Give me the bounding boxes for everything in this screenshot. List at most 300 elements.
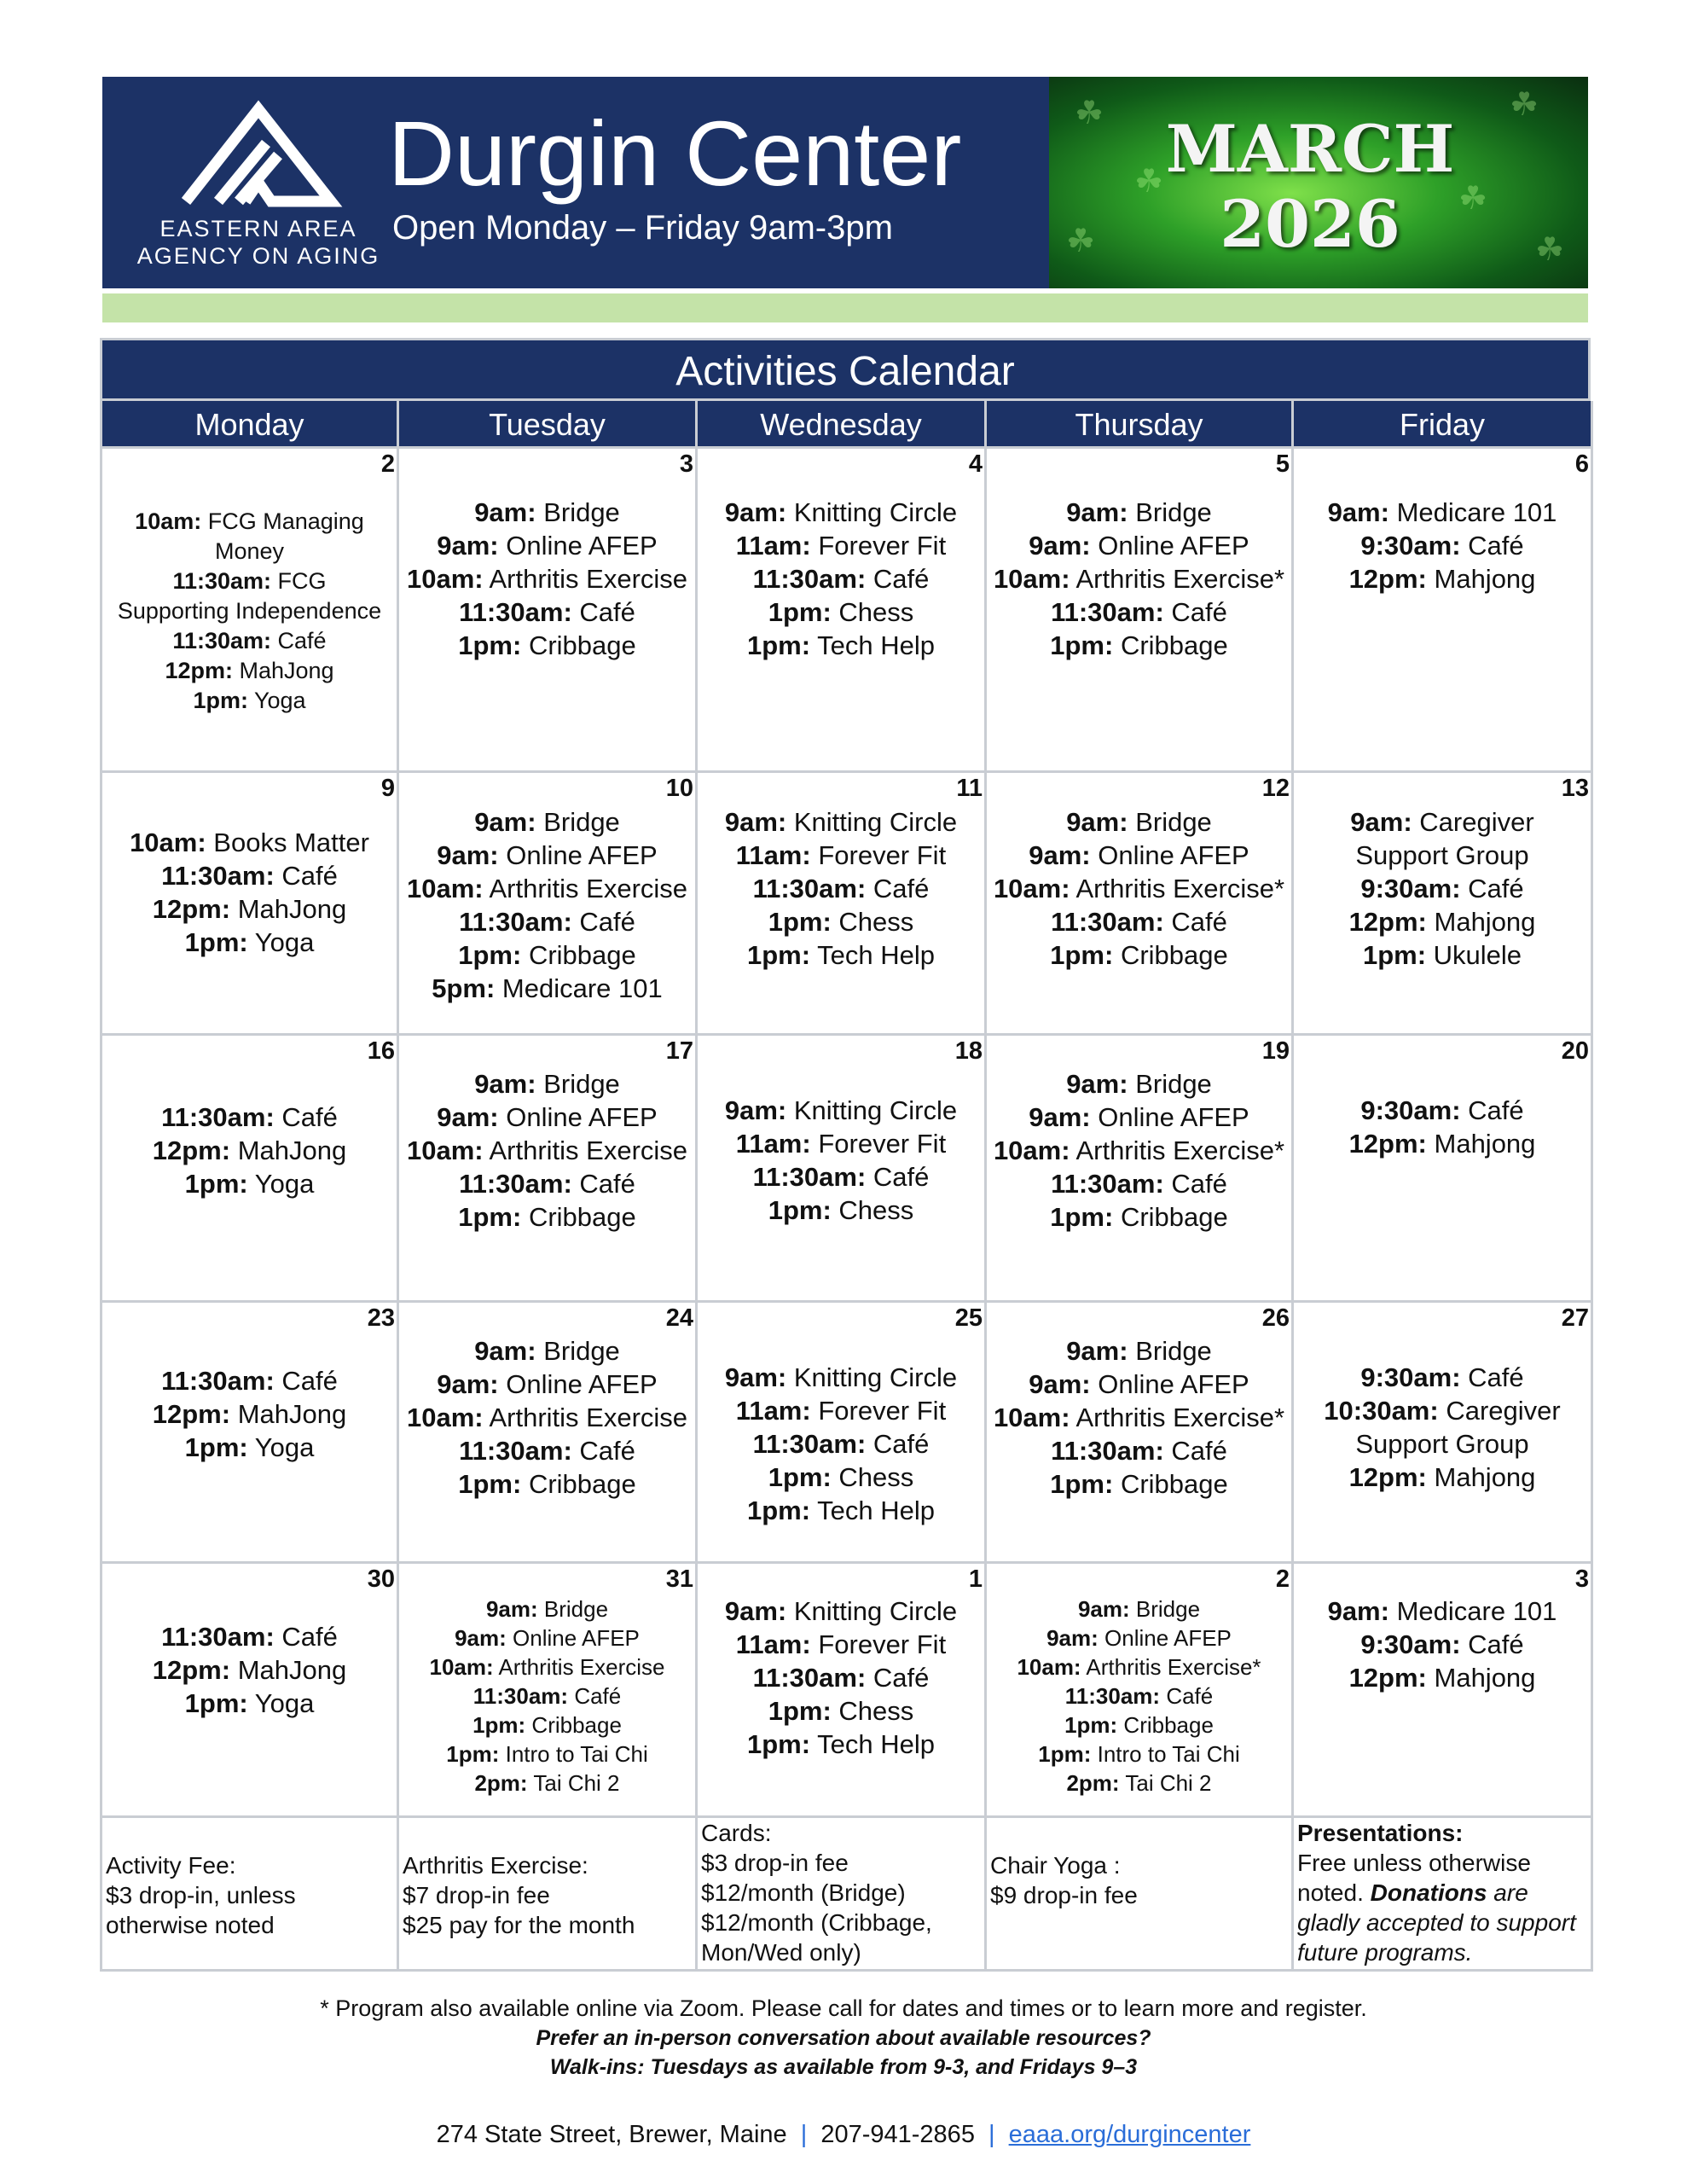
event-title: Café — [281, 1622, 338, 1652]
event-time: 11:30am: — [1051, 907, 1164, 937]
day-number: 17 — [665, 1037, 693, 1065]
event-item — [698, 1127, 984, 1160]
event-item — [399, 1434, 695, 1467]
event-title: Arthritis Exercise — [489, 564, 688, 594]
event-item — [399, 905, 695, 938]
fee-line: Arthritis Exercise: — [403, 1852, 588, 1879]
event-title: Café — [1468, 874, 1524, 903]
event-title: Tech Help — [817, 630, 935, 660]
day-number: 2 — [1275, 1565, 1290, 1593]
event-title: Bridge — [543, 497, 620, 527]
event-time: 9am: — [1327, 497, 1389, 527]
day-cell — [1294, 449, 1593, 773]
event-time: 11am: — [735, 531, 811, 561]
day-cell — [399, 449, 698, 773]
event-title: MahJong — [239, 658, 334, 683]
fee-line: $12/month (Bridge) — [701, 1879, 906, 1906]
event-title: Forever Fit — [818, 840, 947, 870]
event-title: Yoga — [254, 1688, 315, 1718]
event-title: Money — [214, 538, 285, 564]
event-time: 11:30am: — [161, 1622, 275, 1652]
event-list — [102, 1364, 397, 1464]
event-time: 11:30am: — [1064, 1683, 1161, 1709]
event-title: Chess — [838, 597, 914, 627]
event-time: 11am: — [735, 1396, 811, 1426]
event-time: 11:30am: — [752, 1429, 867, 1459]
event-item — [987, 1467, 1291, 1501]
day-number: 27 — [1561, 1304, 1589, 1332]
event-time: 12pm: — [1348, 564, 1427, 594]
event-title: Café — [1171, 1436, 1227, 1466]
event-title: Knitting Circle — [793, 1596, 958, 1626]
event-title: Supporting Independence — [117, 598, 382, 624]
fee-line: Chair Yoga : — [990, 1852, 1121, 1879]
day-header-friday: Friday — [1294, 401, 1593, 449]
event-title: Online AFEP — [1098, 840, 1249, 870]
event-title: Mahjong — [1434, 1462, 1536, 1492]
day-number: 5 — [1275, 450, 1290, 478]
event-item — [698, 1094, 984, 1127]
event-item — [1294, 938, 1591, 972]
event-item — [698, 1427, 984, 1461]
event-item — [102, 686, 397, 716]
event-time: 9am: — [474, 807, 536, 837]
event-item — [399, 1134, 695, 1167]
event-title: Arthritis Exercise — [489, 874, 688, 903]
event-list — [102, 1620, 397, 1720]
event-time: 2pm: — [1066, 1770, 1120, 1796]
event-time: 1pm: — [446, 1741, 500, 1767]
event-item — [698, 1361, 984, 1394]
event-title: Cribbage — [1120, 940, 1228, 970]
event-time: 9am: — [1066, 1069, 1128, 1099]
event-item — [987, 839, 1291, 872]
day-cell — [987, 449, 1294, 773]
event-time: 11am: — [735, 1129, 811, 1159]
event-title: Online AFEP — [506, 1102, 658, 1132]
event-time: 1pm: — [184, 1169, 248, 1199]
event-item — [1294, 905, 1591, 938]
event-time: 9am: — [437, 531, 499, 561]
event-item — [698, 1394, 984, 1427]
event-title: Forever Fit — [818, 1629, 947, 1659]
fee-cell — [1294, 1818, 1593, 1972]
event-item — [987, 1623, 1291, 1653]
event-time: 11:30am: — [1051, 1436, 1164, 1466]
event-time: 9am: — [1029, 531, 1091, 561]
event-item — [698, 1461, 984, 1494]
event-item — [1294, 496, 1591, 529]
event-item — [698, 839, 984, 872]
event-time: 12pm: — [152, 1655, 231, 1685]
event-item — [399, 1067, 695, 1101]
event-item — [399, 1101, 695, 1134]
event-title: Arthritis Exercise — [489, 1136, 688, 1165]
event-time: 9am: — [1066, 497, 1128, 527]
event-list — [698, 1361, 984, 1527]
day-cell — [1294, 773, 1593, 1036]
event-item — [987, 562, 1291, 595]
day-header-wednesday: Wednesday — [698, 401, 987, 449]
day-cell — [987, 773, 1294, 1036]
fee-line: $25 pay for the month — [403, 1912, 635, 1938]
event-title: Support Group — [1355, 1429, 1529, 1459]
fee-line: noted. Donations are — [1297, 1879, 1528, 1906]
event-time: 9am: — [474, 1336, 536, 1366]
fee-line: future programs. — [1297, 1939, 1473, 1966]
event-list — [698, 1094, 984, 1227]
day-number: 19 — [1261, 1037, 1290, 1065]
fee-cell — [698, 1818, 987, 1972]
event-title: Arthritis Exercise — [498, 1654, 665, 1680]
event-item — [698, 1194, 984, 1227]
event-title: Online AFEP — [506, 840, 658, 870]
day-cell — [399, 773, 698, 1036]
event-time: 9am: — [1350, 807, 1412, 837]
day-number: 3 — [1574, 1565, 1589, 1593]
event-list — [698, 1594, 984, 1761]
event-item — [987, 1653, 1291, 1682]
event-item — [102, 1620, 397, 1653]
event-item — [1294, 1361, 1591, 1394]
event-item — [698, 938, 984, 972]
event-title: Mahjong — [1434, 907, 1536, 937]
event-time: 1pm: — [747, 1496, 811, 1525]
event-item — [987, 1740, 1291, 1769]
fee-line: $12/month (Cribbage, — [701, 1909, 932, 1936]
event-time: 1pm: — [184, 1432, 248, 1462]
event-title: Café — [872, 564, 930, 594]
event-item — [1294, 1461, 1591, 1494]
event-item — [102, 1167, 397, 1200]
day-cell — [987, 1303, 1294, 1564]
event-time: 1pm: — [472, 1712, 526, 1738]
event-list — [102, 1101, 397, 1200]
event-title: Café — [281, 1366, 338, 1396]
event-item — [1294, 1628, 1591, 1661]
agency-name — [118, 215, 399, 270]
shamrock-icon: ☘ — [1510, 87, 1539, 123]
event-time: 9:30am: — [1360, 531, 1461, 561]
event-time: 1pm: — [747, 1729, 811, 1759]
month-banner — [1049, 77, 1588, 288]
event-title: Cribbage — [531, 1712, 622, 1738]
event-time: 11:30am: — [752, 1162, 867, 1192]
event-item — [987, 529, 1291, 562]
day-cell — [102, 1036, 399, 1303]
day-cell — [698, 449, 987, 773]
event-time: 10am: — [1017, 1654, 1081, 1680]
event-item — [102, 1687, 397, 1720]
day-header-monday: Monday — [102, 401, 399, 449]
event-item — [399, 529, 695, 562]
event-time: 11:30am: — [459, 907, 572, 937]
event-title: Café — [281, 861, 338, 891]
event-title: Arthritis Exercise* — [1075, 564, 1285, 594]
event-title: Café — [579, 907, 635, 937]
event-item — [698, 1160, 984, 1194]
event-title: Medicare 101 — [1396, 497, 1557, 527]
event-title: Mahjong — [1434, 564, 1536, 594]
day-cell — [1294, 1036, 1593, 1303]
day-cell — [1294, 1303, 1593, 1564]
event-item — [698, 1494, 984, 1527]
event-time: 9:30am: — [1360, 1095, 1461, 1125]
event-list — [698, 496, 984, 662]
event-title: MahJong — [237, 894, 347, 924]
event-time: 12pm: — [1348, 1462, 1427, 1492]
event-item — [102, 1364, 397, 1397]
event-time: 10am: — [130, 828, 206, 857]
event-title: Café — [872, 1162, 930, 1192]
event-time: 9am: — [724, 1596, 787, 1626]
event-list — [1294, 1361, 1591, 1494]
event-title: Café — [1468, 1362, 1524, 1392]
event-time: 11:30am: — [472, 1683, 569, 1709]
event-title: Tech Help — [817, 940, 935, 970]
event-item — [987, 1682, 1291, 1711]
event-time: 10am: — [406, 1403, 484, 1432]
event-title: Bridge — [1135, 1336, 1212, 1366]
event-title: Chess — [838, 1696, 914, 1726]
event-title: Café — [277, 628, 327, 653]
fee-line: $3 drop-in, unless — [106, 1882, 296, 1908]
day-number: 11 — [956, 775, 983, 802]
event-title: Bridge — [543, 1069, 620, 1099]
event-item — [399, 629, 695, 662]
event-item — [1294, 805, 1591, 839]
day-cell — [102, 1564, 399, 1818]
event-title: Bridge — [543, 807, 620, 837]
fee-line: Activity Fee: — [106, 1852, 236, 1879]
center-hours: Open Monday – Friday 9am-3pm — [392, 209, 893, 247]
event-list — [698, 805, 984, 972]
banner-month: MARCH — [1165, 111, 1455, 187]
event-time: 1pm: — [458, 940, 522, 970]
event-item — [698, 595, 984, 629]
event-time: 11:30am: — [1051, 597, 1164, 627]
event-time: 11:30am: — [172, 628, 272, 653]
event-time: 11:30am: — [752, 1663, 867, 1693]
event-time: 10am: — [993, 1403, 1070, 1432]
event-time: 2pm: — [474, 1770, 528, 1796]
in-person-note: Prefer an in-person conversation about available resources? — [536, 2026, 1151, 2050]
event-time: 10am: — [406, 564, 484, 594]
event-item — [698, 872, 984, 905]
event-item — [987, 1101, 1291, 1134]
event-item — [1294, 872, 1591, 905]
event-time: 11:30am: — [752, 874, 867, 903]
event-item — [399, 1368, 695, 1401]
event-item — [698, 529, 984, 562]
banner-year: 2026 — [1220, 186, 1400, 262]
header-banner — [102, 77, 1588, 288]
event-time: 9am: — [1066, 807, 1128, 837]
event-time: 11:30am: — [161, 1366, 275, 1396]
event-time: 11am: — [735, 840, 811, 870]
event-time: 11:30am: — [161, 861, 275, 891]
day-cell — [698, 1303, 987, 1564]
event-title: Forever Fit — [818, 531, 947, 561]
event-title: Forever Fit — [818, 1396, 947, 1426]
event-item — [987, 1368, 1291, 1401]
phone-number: 207-941-2865 — [820, 2121, 975, 2148]
event-time: 11:30am: — [752, 564, 867, 594]
event-title: Cribbage — [1123, 1712, 1214, 1738]
day-cell — [102, 1303, 399, 1564]
event-list — [987, 805, 1291, 972]
event-list — [987, 496, 1291, 662]
day-cell — [399, 1564, 698, 1818]
contact-footer — [0, 2121, 1687, 2149]
event-title: Bridge — [1135, 497, 1212, 527]
event-title: Knitting Circle — [793, 1362, 958, 1392]
event-title: Knitting Circle — [793, 1095, 958, 1125]
fee-line: $9 drop-in fee — [990, 1882, 1138, 1908]
fee-line: Cards: — [701, 1820, 772, 1846]
event-list — [399, 805, 695, 1005]
day-number: 10 — [665, 775, 693, 802]
day-number: 6 — [1574, 450, 1589, 478]
separator: | — [800, 2121, 808, 2148]
event-list — [399, 1334, 695, 1501]
event-item — [102, 1397, 397, 1431]
event-item — [102, 507, 397, 537]
event-title: Café — [579, 597, 635, 627]
event-time: 12pm: — [1348, 1663, 1427, 1693]
shamrock-icon: ☘ — [1535, 232, 1565, 268]
event-title: Yoga — [254, 1169, 315, 1199]
event-list — [399, 1067, 695, 1234]
event-time: 9am: — [437, 840, 499, 870]
agency-logo-icon — [177, 99, 348, 210]
event-title: Intro to Tai Chi — [1097, 1741, 1240, 1767]
day-cell — [987, 1564, 1294, 1818]
event-title: Knitting Circle — [793, 807, 958, 837]
day-cell — [1294, 1564, 1593, 1818]
event-time: 1pm: — [193, 688, 248, 713]
day-cell — [987, 1036, 1294, 1303]
event-title: Cribbage — [528, 1202, 636, 1232]
event-item — [399, 1167, 695, 1200]
event-item — [102, 859, 397, 892]
event-item — [1294, 1394, 1591, 1427]
event-title: Cribbage — [1120, 630, 1228, 660]
day-number: 31 — [665, 1565, 693, 1593]
event-title: Café — [1171, 1169, 1227, 1199]
day-number: 12 — [1261, 775, 1290, 802]
shamrock-icon: ☘ — [1075, 96, 1104, 131]
event-title: Yoga — [253, 688, 306, 713]
event-title: MahJong — [237, 1136, 347, 1165]
event-item — [102, 1101, 397, 1134]
event-item — [102, 537, 397, 566]
day-number: 1 — [968, 1565, 983, 1593]
event-title: Forever Fit — [818, 1129, 947, 1159]
event-list — [1294, 1594, 1591, 1694]
event-item — [399, 839, 695, 872]
event-item — [102, 1653, 397, 1687]
event-title: Caregiver — [1419, 807, 1534, 837]
event-title: Chess — [838, 907, 914, 937]
event-time: 1pm: — [768, 1462, 832, 1492]
event-time: 9am: — [474, 1069, 536, 1099]
event-title: Arthritis Exercise* — [1075, 1136, 1285, 1165]
event-item — [987, 1434, 1291, 1467]
event-time: 9am: — [1029, 1369, 1091, 1399]
event-item — [1294, 1594, 1591, 1628]
event-title: Support Group — [1355, 840, 1529, 870]
event-list — [987, 1067, 1291, 1234]
shamrock-icon: ☘ — [1134, 164, 1164, 200]
event-title: Online AFEP — [506, 1369, 658, 1399]
event-title: Café — [1468, 1095, 1524, 1125]
day-number: 3 — [679, 450, 693, 478]
fee-line: otherwise noted — [106, 1912, 275, 1938]
event-list — [987, 1334, 1291, 1501]
event-item — [102, 926, 397, 959]
event-item — [987, 595, 1291, 629]
day-cell — [399, 1036, 698, 1303]
event-time: 9am: — [455, 1625, 507, 1651]
event-title: Café — [1171, 597, 1227, 627]
event-item — [399, 1467, 695, 1501]
event-title: Online AFEP — [1098, 1369, 1249, 1399]
event-time: 1pm: — [747, 630, 811, 660]
event-item — [102, 656, 397, 686]
event-item — [399, 1334, 695, 1368]
event-time: 12pm: — [152, 1136, 231, 1165]
calendar-title: Activities Calendar — [100, 338, 1591, 401]
event-item — [399, 1769, 695, 1798]
agency-line-1: EASTERN AREA — [159, 216, 357, 241]
event-time: 1pm: — [1050, 630, 1114, 660]
event-time: 11am: — [735, 1629, 811, 1659]
event-item — [399, 1653, 695, 1682]
event-title: Online AFEP — [513, 1625, 640, 1651]
center-title: Durgin Center — [388, 102, 962, 205]
event-title: Café — [579, 1169, 635, 1199]
event-time: 1pm: — [747, 940, 811, 970]
event-time: 10am: — [429, 1654, 494, 1680]
walkins-note: Walk-ins: Tuesdays as available from 9-3, and Fridays 9–3 — [549, 2055, 1138, 2079]
event-item — [1294, 529, 1591, 562]
event-item — [987, 1594, 1291, 1623]
website-link[interactable]: eaaa.org/durgincenter — [1008, 2121, 1251, 2148]
event-title: Tech Help — [817, 1729, 935, 1759]
event-title: Café — [872, 874, 930, 903]
event-time: 1pm: — [768, 907, 832, 937]
event-item — [399, 938, 695, 972]
event-item — [1294, 562, 1591, 595]
event-time: 1pm: — [1050, 1469, 1114, 1499]
address: 274 State Street, Brewer, Maine — [436, 2121, 787, 2148]
event-time: 12pm: — [165, 658, 233, 683]
event-item — [399, 1682, 695, 1711]
event-time: 10am: — [406, 1136, 484, 1165]
day-number: 16 — [367, 1037, 395, 1065]
event-title: Chess — [838, 1462, 914, 1492]
fee-line: Mon/Wed only) — [701, 1939, 861, 1966]
event-item — [987, 1200, 1291, 1234]
event-title: Café — [579, 1436, 635, 1466]
event-item — [399, 1740, 695, 1769]
event-time: 1pm: — [458, 1469, 522, 1499]
event-title: Mahjong — [1434, 1129, 1536, 1159]
agency-line-2: AGENCY ON AGING — [136, 243, 380, 269]
event-time: 9am: — [474, 497, 536, 527]
event-item — [399, 1200, 695, 1234]
